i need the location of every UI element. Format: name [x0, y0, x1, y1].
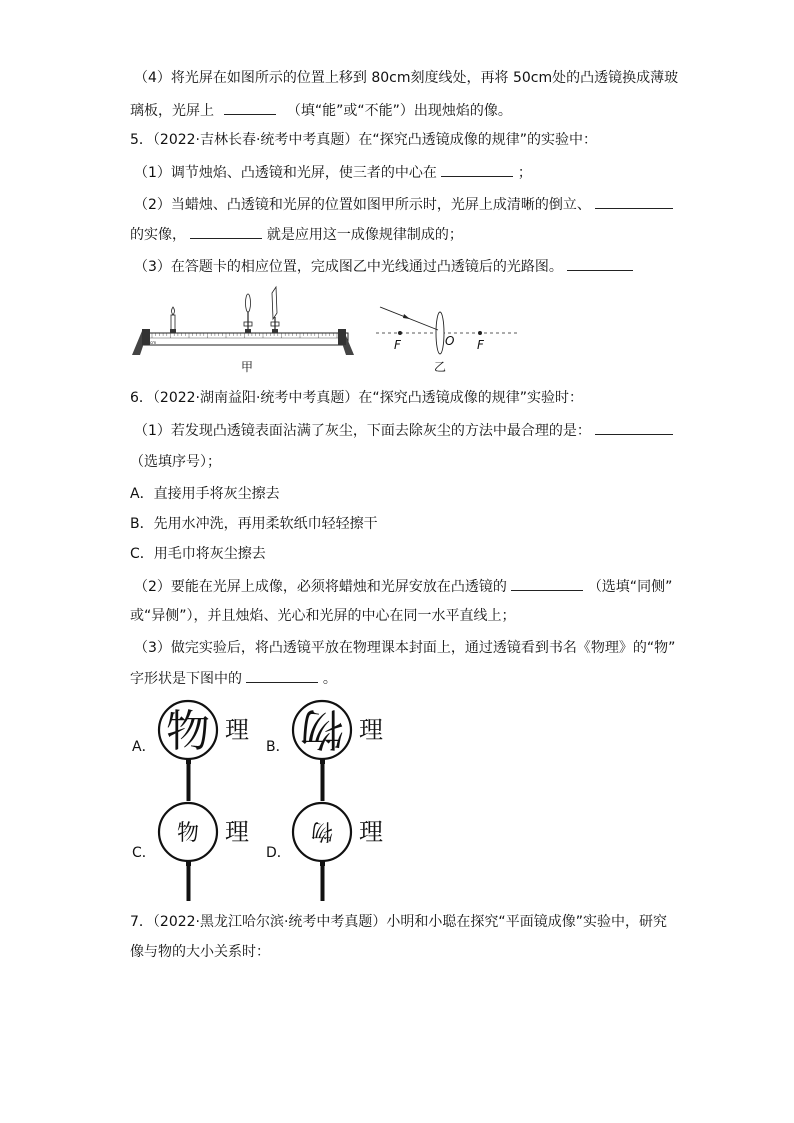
- optical-center-label: O: [445, 334, 455, 348]
- q5-part1-blank: [441, 162, 513, 177]
- bench-left-post: [142, 329, 150, 345]
- q6-part3-line1: （3）做完实验后，将凸透镜平放在物理课本封面上，通过透镜看到书名《物理》的“物”: [134, 640, 676, 656]
- q6-stem: 6．（2022·湖南益阳·统考中考真题）在“探究凸透镜成像的规律”实验时：: [130, 390, 583, 406]
- option-a-label: A．: [132, 739, 156, 755]
- wu-char-inverted-large: [300, 703, 344, 754]
- wu-char-large: 物: [166, 706, 210, 757]
- q5-part2-line2: [130, 224, 463, 245]
- q5-part1-text: （1）调节烛焰、凸透镜和光屏，使三者的中心在: [134, 165, 437, 181]
- q6-part3-blank: [246, 668, 318, 683]
- q5-part3-blank: [567, 256, 633, 271]
- option-b-magnifier: [284, 690, 394, 802]
- left-focus-point: [398, 331, 402, 335]
- q5-part2-text2: 的实像，: [130, 227, 186, 243]
- q7-line2: 像与物的大小关系时：: [130, 944, 270, 960]
- q5-stem: 5．（2022·吉林长春·统考中考真题）在“探究凸透镜成像的规律”的实验中：: [130, 132, 597, 148]
- q4-line2: [130, 100, 512, 121]
- q6-part2-line1: [134, 576, 672, 597]
- q6-part1-blank: [595, 420, 673, 435]
- wu-char-inverted-small: [311, 818, 333, 843]
- optical-bench-figure: [128, 285, 358, 375]
- q4-line2-start: 璃板，光屏上: [130, 103, 214, 119]
- option-d-magnifier: [284, 798, 394, 902]
- li-char: 理: [225, 818, 249, 846]
- q5-part2-text: （2）当蜡烛、凸透镜和光屏的位置如图甲所示时，光屏上成清晰的倒立、: [134, 197, 591, 213]
- q6-part3-text: 字形状是下图中的: [130, 671, 242, 687]
- q6-part2-line2: 或“异侧”），并且烛焰、光心和光屏的中心在同一水平直线上；: [130, 608, 516, 624]
- q6-part2-choice: （选填“同侧”: [587, 579, 673, 595]
- candle: [170, 307, 176, 333]
- figure-yi-label: 乙: [434, 360, 447, 374]
- lens-shape: [436, 312, 444, 354]
- q5-part2-line1: [134, 194, 673, 215]
- convex-lens: [244, 294, 252, 333]
- li-char: 理: [359, 818, 383, 846]
- left-focus-label: F: [394, 338, 401, 352]
- q5-part2-blank1: [595, 194, 673, 209]
- q7-line1: 7．（2022·黑龙江哈尔滨·统考中考真题）小明和小聪在探究“平面镜成像”实验中，研究: [130, 914, 667, 930]
- option-a-magnifier: [150, 690, 260, 802]
- q4-line2-end: （填“能”或“不能”）出现烛焰的像。: [286, 103, 512, 119]
- q6-option-a: A．直接用手将灰尘擦去: [130, 486, 280, 502]
- q5-part2-blank2: [190, 224, 262, 239]
- q6-part2-blank: [511, 576, 583, 591]
- wu-char-small: 物: [176, 821, 200, 846]
- q5-part1: [134, 162, 532, 183]
- right-focus-point: [478, 331, 482, 335]
- ray-diagram-figure: [370, 295, 520, 375]
- q6-part2-text: （2）要能在光屏上成像，必须将蜡烛和光屏安放在凸透镜的: [134, 579, 507, 595]
- q6-part1-text: （1）若发现凸透镜表面沾满了灰尘，下面去除灰尘的方法中最合理的是：: [134, 423, 591, 439]
- ray-arrow: [403, 314, 410, 319]
- q6-part3-line2: [130, 668, 337, 689]
- q6-option-c: C．用毛巾将灰尘擦去: [130, 546, 266, 562]
- option-c-label: C．: [132, 845, 156, 861]
- svg-text:物: 物: [300, 703, 344, 754]
- figure-jia-label: 甲: [241, 360, 254, 374]
- q6-option-b: B．先用水冲洗，再用柔软纸巾轻轻擦干: [130, 516, 378, 532]
- li-char: 理: [225, 716, 249, 744]
- q5-part3-text: （3）在答题卡的相应位置，完成图乙中光线通过凸透镜后的光路图。: [134, 259, 563, 275]
- q4-line1: （4）将光屏在如图所示的位置上移到 80cm刻度线处，再将 50cm处的凸透镜换成薄玻: [134, 70, 679, 86]
- option-d-label: D．: [266, 845, 291, 861]
- q4-answer-blank: [224, 100, 276, 115]
- q5-part2-text3: 就是应用这一成像规律制成的；: [266, 227, 463, 243]
- ruler-unit-label: cm: [150, 340, 157, 345]
- right-focus-label: F: [477, 338, 484, 352]
- q6-part1-line1: [134, 420, 673, 441]
- svg-text:物: 物: [310, 818, 334, 843]
- q6-part3-end: 。: [322, 671, 337, 687]
- option-c-magnifier: [150, 798, 260, 902]
- bench-right-post: [338, 329, 346, 345]
- option-b-label: B．: [266, 739, 290, 755]
- q5-part1-end: ；: [517, 165, 532, 181]
- light-screen: [271, 287, 279, 333]
- q5-part3: [134, 256, 633, 277]
- li-char: 理: [359, 716, 383, 744]
- q6-part1-line2: （选填序号）；: [130, 454, 221, 470]
